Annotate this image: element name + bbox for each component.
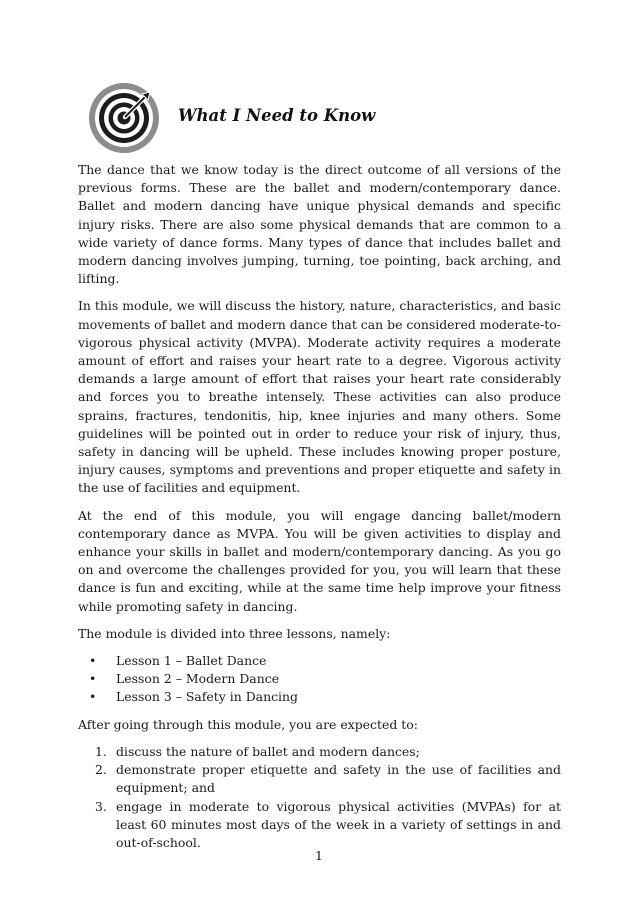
objectives-intro: After going through this module, you are expected to:	[78, 716, 418, 732]
list-number: 2.	[95, 762, 107, 778]
list-item	[78, 743, 561, 761]
lessons-list	[78, 652, 561, 707]
paragraph-intro: The dance that we know today is the direct outcome of all versions of the previous forms. These are the ballet and modern/contemporary dance. Ballet and modern dancing have unique physical demands and specific injury risks. There are also some physical demands that are common to a wide variety of dance forms. Many types of dance that includes ballet and modern dancing involves jumping, turning, toe pointing, back arching, and lifting.	[78, 162, 561, 287]
page-number: 1	[315, 848, 323, 863]
section-header	[88, 82, 488, 154]
list-item	[78, 798, 561, 853]
body-text	[78, 161, 561, 861]
lessons-intro: The module is divided into three lessons, namely:	[78, 625, 391, 641]
list-number: 3.	[95, 798, 107, 814]
objectives-list	[78, 743, 561, 852]
list-item	[78, 761, 561, 797]
list-text: demonstrate proper etiquette and safety in the use of facilities and equipment; and	[116, 762, 561, 796]
paragraph-module-overview: In this module, we will discuss the history, nature, characteristics, and basic movements of ballet and modern dance that can be considered moderate-to-vigorous physical activity (MVPA). Moderate activity requires a moderate amount of effort and raises your heart rate to a degree. Vigorous activity demands a large amount of effort that raises your heart rate considerably and forces you to breathe intensely. These activities can also produce sprains, fractures, tendonitis, hip, knee injuries and many others. Some guidelines will be pointed out in order to reduce your risk of injury, thus, safety in dancing will be upheld. These includes knowing proper posture, injury causes, symptoms and preventions and proper etiquette and safety in the use of facilities and equipment.	[78, 298, 561, 496]
section-title: What I Need to Know	[178, 106, 376, 125]
list-item: • Lesson 2 – Modern Dance	[78, 670, 561, 688]
list-text: discuss the nature of ballet and modern dances;	[116, 743, 420, 759]
list-item: • Lesson 3 – Safety in Dancing	[78, 688, 561, 706]
target-bullseye-icon	[88, 82, 160, 154]
list-number: 1.	[95, 743, 107, 759]
list-text: engage in moderate to vigorous physical activities (MVPAs) for at least 60 minutes most days of the week in a variety of settings in and out-of-school.	[116, 798, 561, 850]
paragraph-module-goals: At the end of this module, you will engage dancing ballet/modern contemporary dance as MVPA. You will be given activities to display and enhance your skills in ballet and modern/contemporary dancing. As you go on and overcome the challenges provided for you, you will learn that these dance is fun and exciting, while at the same time help improve your fitness while promoting safety in dancing.	[78, 507, 561, 614]
list-item: • Lesson 1 – Ballet Dance	[78, 652, 561, 670]
